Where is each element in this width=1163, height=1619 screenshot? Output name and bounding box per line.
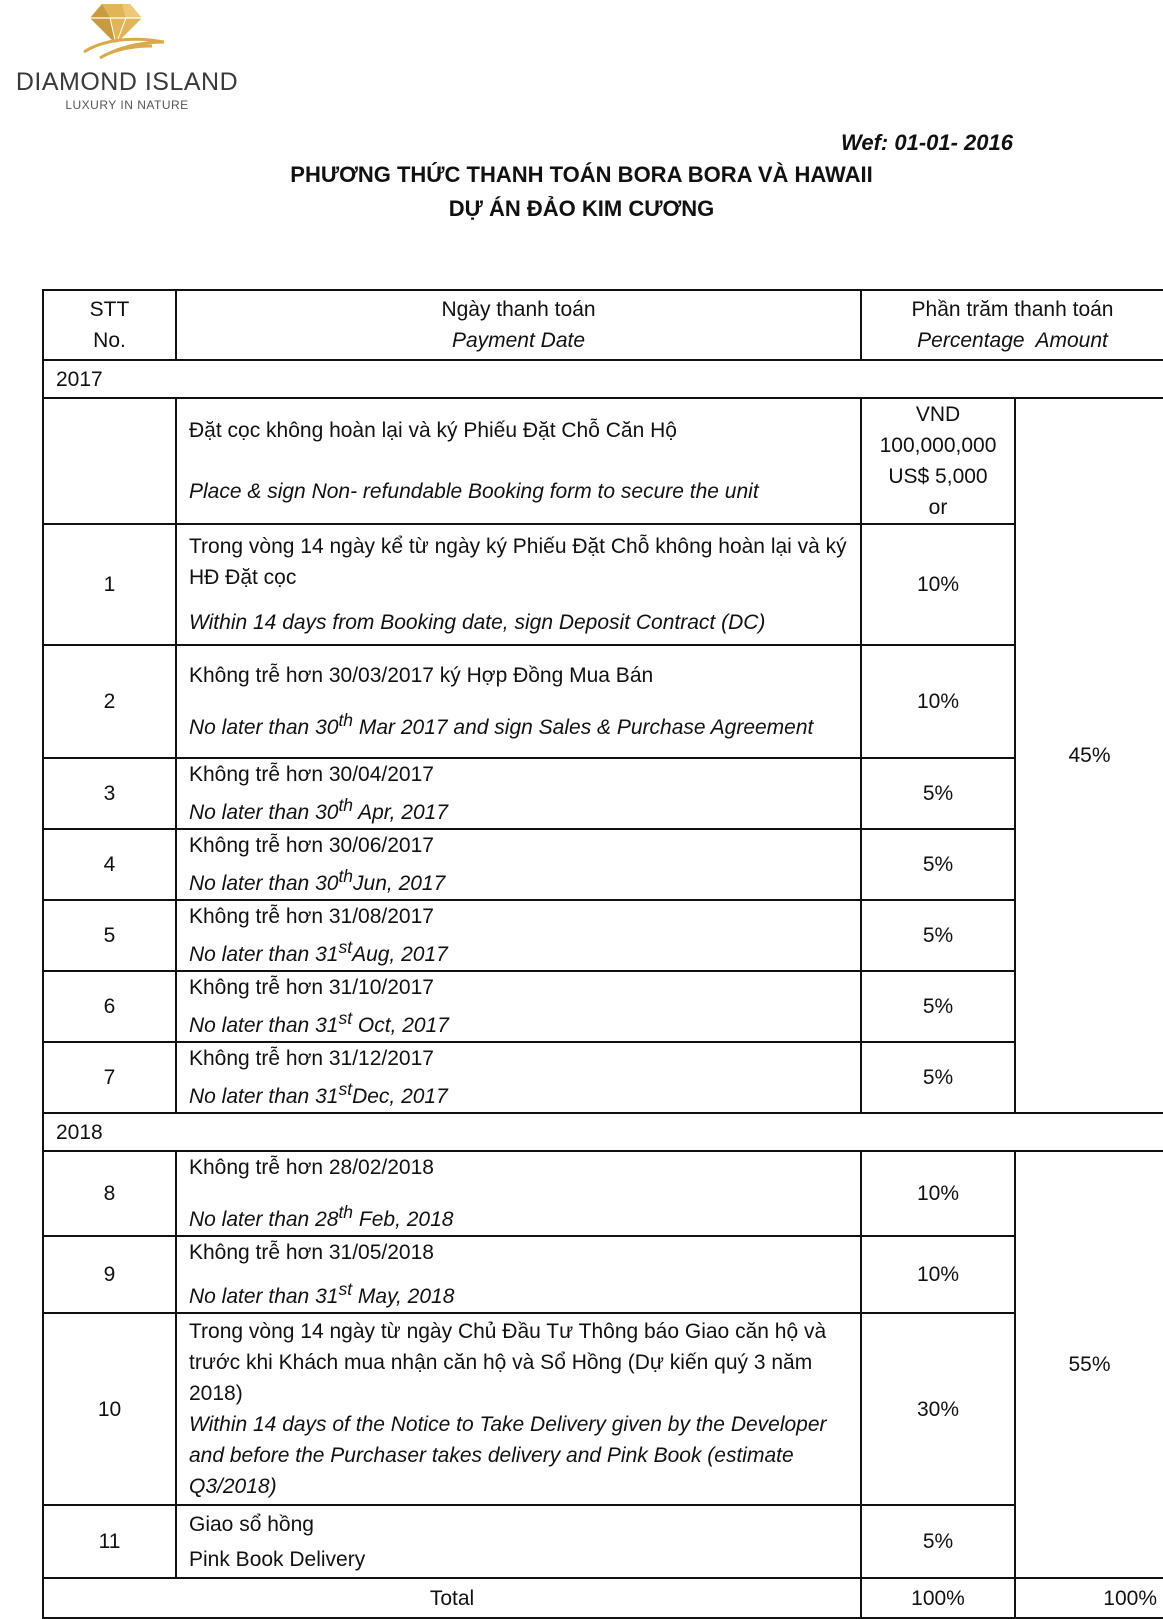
- table-row: [43, 524, 1163, 645]
- header-date-vi: Ngày thanh toán: [441, 298, 596, 321]
- row-pct: 5%: [861, 829, 1015, 900]
- subtotal-2017: 45%: [1015, 398, 1163, 1113]
- total-pct: 100%: [861, 1578, 1015, 1618]
- row-no: 11: [43, 1505, 176, 1578]
- row-en-sup: st: [338, 1079, 353, 1099]
- row-en-sup: th: [338, 1202, 354, 1222]
- row-en: [189, 790, 852, 828]
- row-description: [176, 524, 861, 645]
- row-pct: 10%: [861, 1151, 1015, 1236]
- row-description: [176, 758, 861, 829]
- total-row: [43, 1578, 1163, 1618]
- row-no: 4: [43, 829, 176, 900]
- brand-name: DIAMOND ISLAND: [15, 68, 239, 96]
- amount-line: 100,000,000: [879, 434, 997, 457]
- row-en: [189, 1074, 852, 1112]
- row-pct: 10%: [861, 645, 1015, 758]
- row-description: [176, 398, 861, 524]
- table-row: [43, 1505, 1163, 1578]
- row-pct: 5%: [861, 900, 1015, 971]
- row-pct: 30%: [861, 1313, 1015, 1505]
- row-en-post: Jun, 2017: [353, 872, 446, 895]
- total-sum: 100%: [1015, 1578, 1163, 1618]
- row-en-sup: th: [338, 795, 354, 815]
- header-pct-vi: Phần trăm thanh toán: [911, 298, 1114, 321]
- row-vi: Không trễ hơn 31/08/2017: [189, 905, 434, 928]
- row-en-post: Mar 2017 and sign Sales & Purchase Agreement: [353, 716, 814, 739]
- row-vi: Không trễ hơn 31/05/2018: [189, 1241, 434, 1264]
- header-date: [176, 290, 861, 360]
- table-row: [43, 1151, 1163, 1236]
- row-vi: Không trễ hơn 30/03/2017 ký Hợp Đồng Mua Bán: [189, 664, 654, 687]
- effective-date: Wef: 01-01- 2016: [840, 130, 1013, 155]
- row-description: [176, 1151, 861, 1236]
- row-no: 8: [43, 1151, 176, 1236]
- row-en-pre: No later than 31: [189, 1085, 339, 1108]
- header-percentage: [861, 290, 1163, 360]
- row-en-post: Oct, 2017: [352, 1014, 449, 1037]
- row-vi: Giao sổ hồng: [189, 1512, 314, 1536]
- payment-schedule-table: [42, 289, 1163, 1619]
- row-en-sup: th: [338, 866, 354, 886]
- year-label: 2018: [43, 1113, 1163, 1151]
- row-en-pre: No later than 30: [189, 872, 339, 895]
- row-en-sup: th: [338, 710, 354, 730]
- row-description: [176, 829, 861, 900]
- table-row: [43, 1313, 1163, 1505]
- row-amount: [861, 398, 1015, 524]
- table-row: [43, 971, 1163, 1042]
- table-row: [43, 1236, 1163, 1313]
- row-en-pre: No later than 31: [189, 1285, 339, 1308]
- row-en: Within 14 days of the Notice to Take Delivery given by the Developer and before the Purchaser takes delivery and Pink Book (estimate Q3/2018): [189, 1413, 827, 1498]
- header-no-vi: STT: [89, 298, 130, 321]
- table-row: [43, 1042, 1163, 1113]
- row-vi: Không trễ hơn 31/10/2017: [189, 976, 434, 999]
- row-description: [176, 1236, 861, 1313]
- row-en-pre: No later than 31: [189, 1014, 339, 1037]
- row-pct: 5%: [861, 758, 1015, 829]
- amount-line: or: [928, 496, 948, 519]
- row-en: [189, 705, 852, 743]
- row-en: Place & sign Non- refundable Booking form to secure the unit: [189, 480, 759, 503]
- row-en: [189, 861, 852, 899]
- row-no: [43, 398, 176, 524]
- row-no: 10: [43, 1313, 176, 1505]
- row-en-post: Apr, 2017: [353, 801, 449, 824]
- row-en: Pink Book Delivery: [189, 1547, 366, 1571]
- row-en: [189, 1003, 852, 1041]
- row-no: 1: [43, 524, 176, 645]
- row-no: 5: [43, 900, 176, 971]
- row-vi: Không trễ hơn 28/02/2018: [189, 1156, 434, 1179]
- row-pct: 10%: [861, 524, 1015, 645]
- year-row: [43, 1113, 1163, 1151]
- page-subtitle: DỰ ÁN ĐẢO KIM CƯƠNG: [448, 196, 715, 221]
- row-en-pre: No later than 30: [189, 716, 339, 739]
- row-no: 6: [43, 971, 176, 1042]
- row-vi: Đặt cọc không hoàn lại và ký Phiếu Đặt Chỗ Căn Hộ: [189, 419, 677, 442]
- row-pct: 5%: [861, 971, 1015, 1042]
- row-pct: 5%: [861, 1505, 1015, 1578]
- amount-line: US$ 5,000: [888, 465, 988, 488]
- table-row: [43, 645, 1163, 758]
- row-description: [176, 645, 861, 758]
- header-no-en: No.: [93, 329, 126, 352]
- row-description: [176, 900, 861, 971]
- diamond-logo-icon: [82, 0, 172, 64]
- row-en-sup: st: [338, 1008, 353, 1028]
- row-en-pre: No later than 28: [189, 1208, 339, 1231]
- header-date-en: Payment Date: [451, 329, 586, 352]
- row-en-pre: No later than 30: [189, 801, 339, 824]
- row-en: [189, 932, 852, 970]
- row-en-post: May, 2018: [352, 1285, 455, 1308]
- row-vi: Không trễ hơn 31/12/2017: [189, 1047, 434, 1070]
- table-row: [43, 398, 1163, 524]
- row-en: [189, 1274, 852, 1312]
- row-en-post: Dec, 2017: [352, 1085, 448, 1108]
- row-en-post: Feb, 2018: [353, 1208, 454, 1231]
- table-row: [43, 900, 1163, 971]
- year-row: [43, 360, 1163, 398]
- row-vi: Trong vòng 14 ngày kể từ ngày ký Phiếu Đặt Chỗ không hoàn lại và ký HĐ Đặt cọc: [189, 535, 847, 589]
- row-pct: 5%: [861, 1042, 1015, 1113]
- row-vi: Không trễ hơn 30/04/2017: [189, 763, 434, 786]
- row-no: 2: [43, 645, 176, 758]
- row-description: [176, 1042, 861, 1113]
- row-en-post: Aug, 2017: [352, 943, 448, 966]
- row-vi: Không trễ hơn 30/06/2017: [189, 834, 434, 857]
- subtotal-2018: 55%: [1015, 1151, 1163, 1578]
- row-en-sup: st: [338, 937, 353, 957]
- page-title: PHƯƠNG THỨC THANH TOÁN BORA BORA VÀ HAWAII: [290, 162, 873, 187]
- table-header-row: [43, 290, 1163, 360]
- header-no: [43, 290, 176, 360]
- year-label: 2017: [43, 360, 1163, 398]
- header-pct-en: Percentage Amount: [917, 329, 1108, 352]
- row-vi: Trong vòng 14 ngày từ ngày Chủ Đầu Tư Thông báo Giao căn hộ và trước khi Khách mua nhận căn hộ và Sổ Hồng (Dự kiến quý 3 năm 2018): [189, 1320, 827, 1405]
- table-row: [43, 829, 1163, 900]
- row-no: 3: [43, 758, 176, 829]
- row-en-sup: st: [338, 1279, 353, 1299]
- row-en: Within 14 days from Booking date, sign Deposit Contract (DC): [189, 611, 766, 634]
- amount-line: VND: [915, 403, 961, 426]
- table-row: [43, 758, 1163, 829]
- brand-tagline: LUXURY IN NATURE: [65, 98, 189, 112]
- logo: [0, 0, 260, 120]
- row-description: [176, 1313, 861, 1505]
- total-label: Total: [43, 1578, 861, 1618]
- row-en-pre: No later than 31: [189, 943, 339, 966]
- row-description: [176, 1505, 861, 1578]
- row-pct: 10%: [861, 1236, 1015, 1313]
- row-no: 9: [43, 1236, 176, 1313]
- row-description: [176, 971, 861, 1042]
- row-no: 7: [43, 1042, 176, 1113]
- row-en: [189, 1197, 852, 1235]
